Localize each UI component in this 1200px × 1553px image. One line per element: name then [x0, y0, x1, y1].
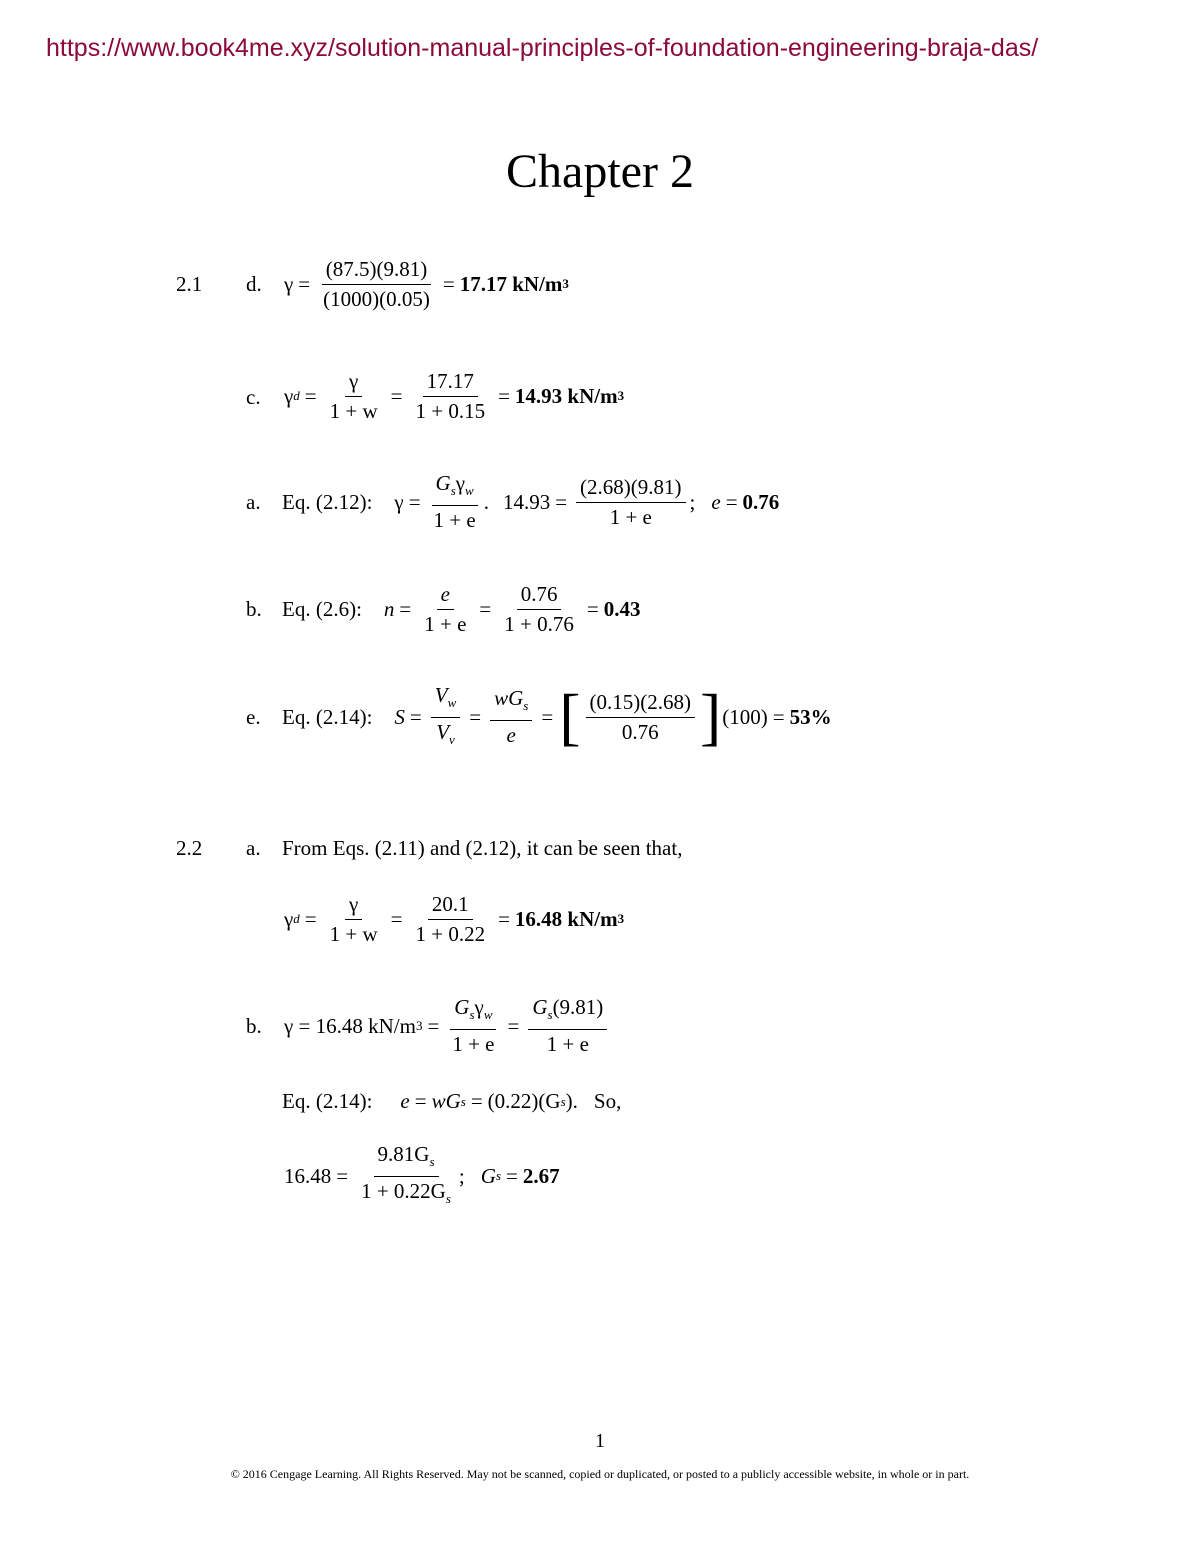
result-dry-unit-weight: 14.93 kN/m	[514, 383, 618, 408]
result-dry-unit-weight-2: 16.48 kN/m	[514, 906, 618, 931]
part-label-2-2-a: a.	[246, 836, 261, 860]
equation-2-2-b-eq214: Eq. (2.14): e = wG s = (0.22)(G s ). So,	[282, 1089, 622, 1113]
problem-number-2-1: 2.1	[176, 272, 203, 296]
equation-2-1-d: γ = $\frac{(87.5)(9.81)}{(1000)(0.05)}$ = 17.17 kN/m 3	[284, 256, 569, 311]
result-porosity: 0.43	[603, 596, 641, 621]
equation-2-1-e: Eq. (2.14): S = $\frac{V_w}{V_v}$ = $\frac{wG_s}{e}$ = [ $\frac{(0.15)(2.68)}{0.76}$ ] (100) = 53%	[282, 681, 832, 752]
result-void-ratio: 0.76	[742, 489, 780, 514]
equation-2-1-a: Eq. (2.12): γ = $\frac{G_s\gamma_w}{1 + e}$ . 14.93 = $\frac{(2.68)(9.81)}{1 + e}$ ; e = 0.76	[282, 471, 780, 532]
part-label-2-2-b: b.	[246, 1014, 262, 1038]
part-label-a: a.	[246, 490, 261, 514]
part-label-b: b.	[246, 597, 262, 621]
text-2-2-a: From Eqs. (2.11) and (2.12), it can be seen that,	[282, 836, 683, 860]
part-label-d: d.	[246, 272, 262, 296]
equation-2-2-b-final: 16.48 = $\frac{9.81G_s}{1 + 0.22G_s}$ ; G s = 2.67	[284, 1141, 560, 1206]
equation-2-1-b: Eq. (2.6): n = $\frac{e}{1 + e}$ = $\frac{0.76}{1 + 0.76}$ = 0.43	[282, 581, 641, 636]
equation-2-2-a: γ d = $\frac{\gamma}{1 + w}$ = $\frac{20.1}{1 + 0.22}$ = 16.48 kN/m 3	[284, 891, 625, 946]
part-label-c: c.	[246, 385, 261, 409]
header-url-link[interactable]: https://www.book4me.xyz/solution-manual-principles-of-foundation-engineering-braja-das/	[46, 34, 1039, 62]
part-label-e: e.	[246, 705, 261, 729]
chapter-title: Chapter 2	[506, 145, 694, 198]
copyright-notice: © 2016 Cengage Learning. All Rights Reserved. May not be scanned, copied or duplicated, or posted to a publicly accessible website, in whole or in part.	[230, 1467, 970, 1481]
page-number: 1	[595, 1430, 605, 1452]
result-saturation: 53%	[789, 704, 832, 729]
equation-2-2-b: γ = 16.48 kN/m 3 = $\frac{G_s\gamma_w}{1 + e}$ = $\frac{G_s(9.81)}{1 + e}$	[284, 996, 611, 1056]
problem-number-2-2: 2.2	[176, 836, 203, 860]
equation-2-1-c: γ d = $\frac{\gamma}{1 + w}$ = $\frac{17.17}{1 + 0.15}$ = 14.93 kN/m 3	[284, 368, 625, 423]
result-specific-gravity: 2.67	[522, 1163, 560, 1188]
result-unit-weight: 17.17 kN/m	[459, 271, 563, 296]
